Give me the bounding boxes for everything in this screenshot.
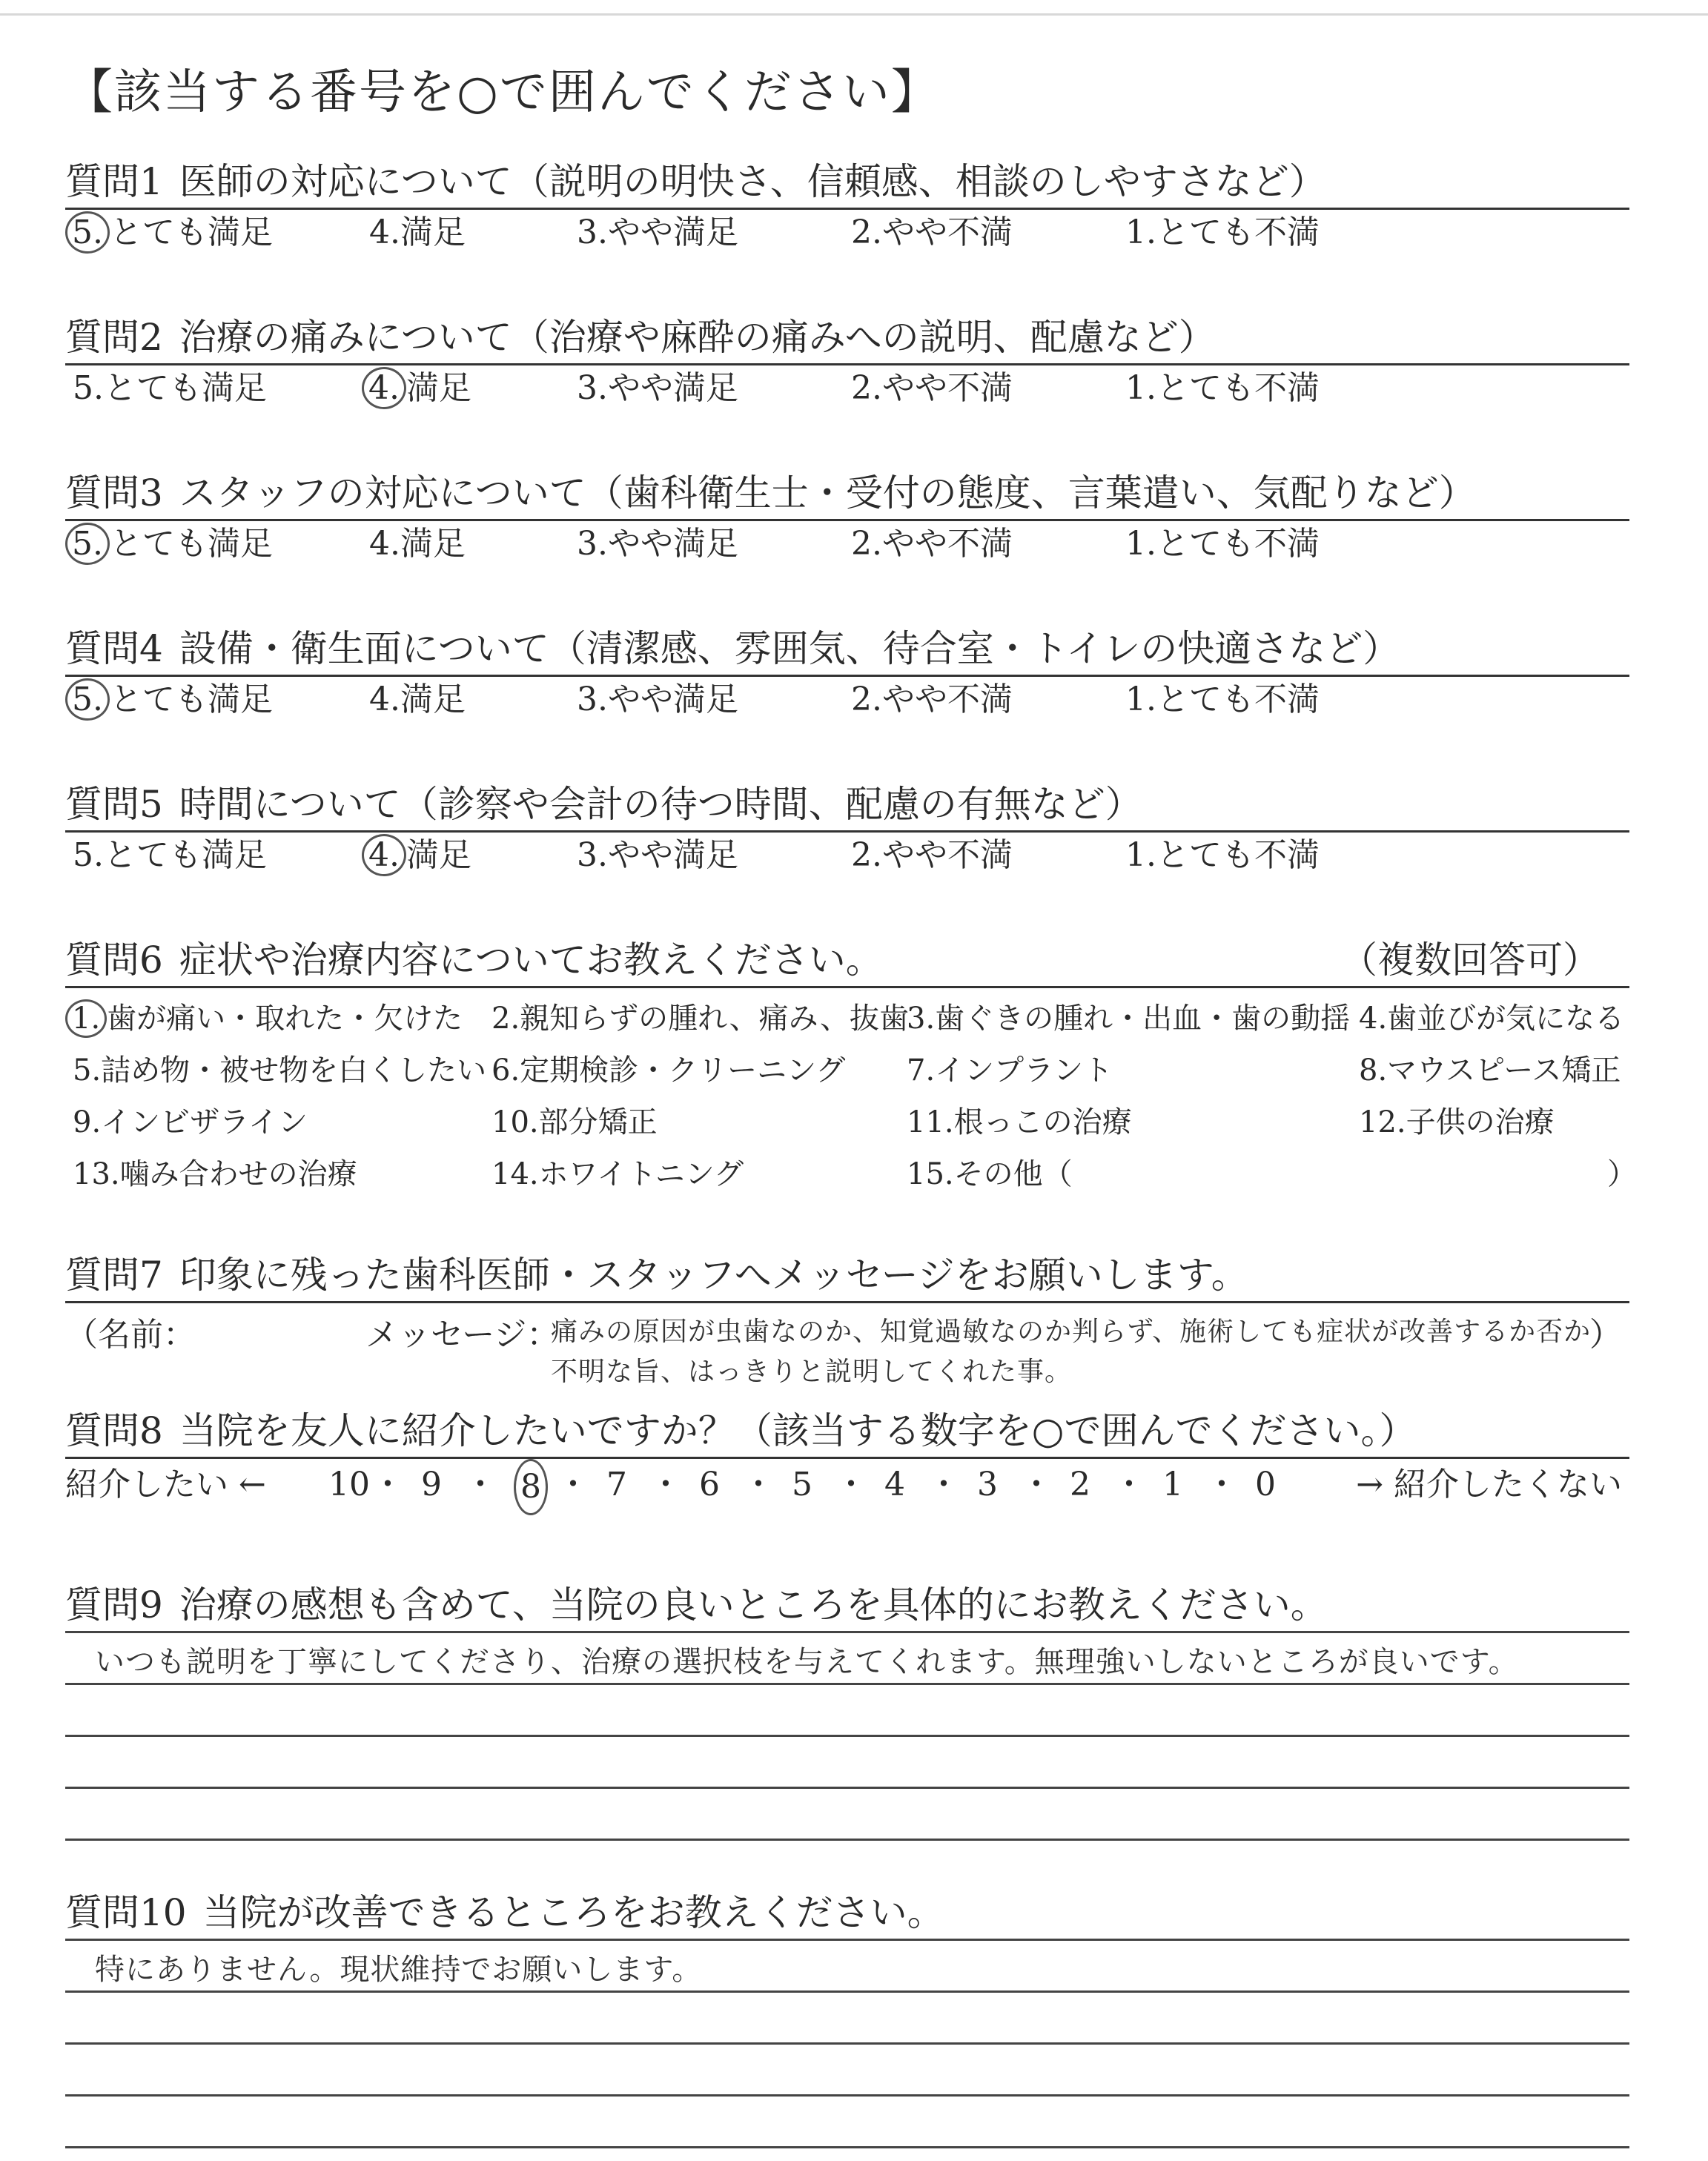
question-text: 医師の対応について（説明の明快さ、信頼感、相談のしやすさなど） <box>179 160 1326 203</box>
question-6-heading <box>65 934 1629 986</box>
rating-option[interactable] <box>73 365 267 411</box>
scale-value[interactable]: 2 <box>1070 1466 1090 1503</box>
symptom-option[interactable] <box>1359 1096 1555 1148</box>
rating-options <box>65 210 1629 256</box>
question-number: 質問1 <box>65 160 163 203</box>
close-paren: ） <box>1589 1316 1622 1354</box>
rating-option[interactable] <box>851 365 1013 411</box>
option-label: とても不満 <box>1156 369 1320 407</box>
rating-option[interactable] <box>1125 210 1320 256</box>
option-number: 13. <box>73 1157 120 1191</box>
option-number: 2. <box>851 836 882 874</box>
option-number: 15. <box>907 1157 954 1191</box>
option-number: 5. <box>65 211 110 254</box>
option-number: 1. <box>1125 836 1156 874</box>
question-number: 質問8 <box>65 1409 163 1452</box>
rating-option[interactable] <box>369 210 466 256</box>
question-6 <box>65 934 1637 1200</box>
rating-option[interactable] <box>851 833 1013 878</box>
option-label: とても満足 <box>109 214 273 251</box>
option-number: 2. <box>851 681 882 718</box>
rating-option[interactable] <box>577 365 738 411</box>
scale-value[interactable]: 7 <box>606 1466 627 1503</box>
option-number: 2. <box>851 369 882 407</box>
option-label: その他（ <box>953 1157 1073 1191</box>
option-number: 5. <box>73 836 104 874</box>
option-number: 9. <box>73 1105 102 1139</box>
message-label: メッセージ： <box>365 1316 560 1354</box>
option-label: 満足 <box>400 214 466 251</box>
recommend-scale <box>65 1459 1629 1511</box>
option-label: 歯並びが気になる <box>1387 1002 1625 1036</box>
option-number: 4. <box>362 367 406 409</box>
option-number: 8. <box>1359 1053 1388 1088</box>
option-label: 定期検診・クリーニング <box>520 1053 846 1088</box>
answer-line <box>65 2094 1629 2097</box>
rating-option[interactable] <box>851 210 1013 256</box>
message-line-1: 痛みの原因が虫歯なのか、知覚過敏なのか判らず、施術しても症状が改善するか否か <box>551 1317 1592 1347</box>
scale-separator: ・ <box>557 1466 589 1503</box>
message-area <box>65 1303 1629 1392</box>
option-number: 5. <box>65 678 110 721</box>
option-number: 2. <box>851 214 882 251</box>
option-label: 歯が痛い・取れた・欠けた <box>107 1002 463 1036</box>
symptom-option[interactable] <box>907 1096 1132 1148</box>
option-number: 5. <box>73 1053 102 1088</box>
answer-lines <box>65 1631 1629 1898</box>
top-border <box>0 13 1708 16</box>
scale-separator: ・ <box>371 1466 404 1503</box>
selected-symptom-option[interactable] <box>73 993 463 1045</box>
answer-lines <box>65 1939 1629 2161</box>
question-3-heading <box>65 467 1629 519</box>
rating-option[interactable] <box>1125 365 1320 411</box>
symptom-option[interactable] <box>491 1148 744 1200</box>
rating-option[interactable] <box>1125 833 1320 878</box>
option-label: 満足 <box>406 369 471 407</box>
option-number: 4. <box>362 834 406 876</box>
option-label: やや満足 <box>607 681 738 718</box>
handwritten-answer: いつも説明を丁寧にしてくださり、治療の選択枝を与えてくれます。無理強いしないところが良いです。 <box>95 1645 1519 1679</box>
scale-value[interactable]: 9 <box>421 1466 442 1503</box>
question-number: 質問2 <box>65 316 163 359</box>
option-label: やや不満 <box>881 681 1013 718</box>
question-1-heading <box>65 156 1629 208</box>
option-number: 3. <box>577 681 608 718</box>
option-label: とても不満 <box>1156 681 1320 718</box>
answer-line <box>65 1990 1629 1993</box>
message-line-2: 不明な旨、はっきりと説明してくれた事。 <box>551 1357 1073 1387</box>
symptom-option[interactable] <box>907 1045 1113 1096</box>
question-text: 治療の感想も含めて、当院の良いところを具体的にお教えください。 <box>179 1583 1328 1626</box>
rating-option[interactable] <box>369 521 466 567</box>
scale-separator: ・ <box>927 1466 960 1503</box>
question-text: 設備・衛生面について（清潔感、雰囲気、待合室・トイレの快適さなど） <box>179 627 1400 670</box>
question-10-heading <box>65 1887 1629 1939</box>
rating-option[interactable] <box>1125 521 1320 567</box>
option-label: 満足 <box>400 681 466 718</box>
symptom-option[interactable] <box>73 1045 486 1096</box>
scale-value[interactable]: 4 <box>884 1466 905 1503</box>
symptom-option[interactable] <box>491 1045 845 1096</box>
symptom-option[interactable] <box>907 1148 1073 1200</box>
answer-line <box>65 1631 1629 1633</box>
question-1 <box>65 156 1629 256</box>
selected-rating-option[interactable] <box>369 365 471 411</box>
symptom-option[interactable] <box>73 1148 357 1200</box>
option-label: 満足 <box>400 525 466 563</box>
rating-option[interactable] <box>577 833 738 878</box>
option-number: 1. <box>65 999 107 1038</box>
option-number: 4. <box>369 525 400 563</box>
rating-options <box>65 677 1629 723</box>
scale-value[interactable]: 10 <box>328 1466 370 1503</box>
option-label: ） <box>1607 1157 1637 1191</box>
rating-option[interactable] <box>577 677 738 723</box>
symptom-row <box>65 1096 1629 1148</box>
option-number: 6. <box>491 1053 520 1088</box>
selected-scale-value[interactable]: 8 <box>514 1459 548 1515</box>
question-7-heading <box>65 1249 1629 1301</box>
option-label: とても不満 <box>1156 214 1320 251</box>
symptom-row <box>65 1148 1637 1200</box>
question-2-heading <box>65 311 1629 363</box>
rating-option[interactable] <box>851 677 1013 723</box>
question-number: 質問5 <box>65 783 163 826</box>
option-label: やや不満 <box>881 525 1013 563</box>
answer-line <box>65 1735 1629 1737</box>
option-label: 部分矯正 <box>538 1105 658 1139</box>
answer-line <box>65 1683 1629 1685</box>
scale-separator: ・ <box>742 1466 775 1503</box>
scale-value[interactable]: 1 <box>1162 1466 1183 1503</box>
option-label: 満足 <box>406 836 471 874</box>
selected-rating-option[interactable] <box>73 521 273 567</box>
option-label: 根っこの治療 <box>953 1105 1132 1139</box>
symptom-option[interactable] <box>491 993 909 1045</box>
symptom-option[interactable] <box>1359 1045 1621 1096</box>
option-number: 2. <box>491 1002 520 1036</box>
scale-separator: ・ <box>1020 1466 1053 1503</box>
option-number: 1. <box>1125 369 1156 407</box>
page-title: 【該当する番号を○で囲んでください】 <box>65 65 940 120</box>
scale-left-label: 紹介したい ← <box>65 1466 266 1503</box>
question-text: 印象に残った歯科医師・スタッフへメッセージをお願いします。 <box>179 1254 1248 1297</box>
symptom-option[interactable] <box>491 1096 658 1148</box>
question-number: 質問4 <box>65 627 163 670</box>
rating-option[interactable] <box>577 210 738 256</box>
option-label: やや満足 <box>607 214 738 251</box>
option-label: インビザライン <box>101 1105 308 1139</box>
scale-value[interactable]: 5 <box>792 1466 812 1503</box>
multiple-answers-note: （複数回答可） <box>1340 939 1600 982</box>
name-label: （名前： <box>65 1316 196 1354</box>
symptom-option <box>1607 1148 1637 1200</box>
question-8 <box>65 1405 1629 1511</box>
question-8-heading <box>65 1405 1629 1457</box>
option-label: とても満足 <box>103 836 267 874</box>
option-number: 3. <box>577 369 608 407</box>
option-number: 5. <box>73 369 104 407</box>
option-label: やや不満 <box>881 214 1013 251</box>
symptom-options <box>65 993 1637 1200</box>
option-number: 1. <box>1125 681 1156 718</box>
symptom-row <box>65 993 1629 1045</box>
option-label: とても満足 <box>103 369 267 407</box>
answer-line <box>65 1939 1629 1941</box>
option-number: 11. <box>907 1105 954 1139</box>
question-4 <box>65 623 1629 723</box>
option-label: 歯ぐきの腫れ・出血・歯の動揺 <box>935 1002 1351 1036</box>
question-number: 質問6 <box>65 939 163 982</box>
option-label: 噛み合わせの治療 <box>119 1157 357 1191</box>
question-5-heading <box>65 778 1629 830</box>
question-7 <box>65 1249 1629 1392</box>
question-10 <box>65 1887 1629 2161</box>
option-label: やや不満 <box>881 836 1013 874</box>
question-rule <box>65 986 1629 988</box>
option-label: インプラント <box>935 1053 1113 1088</box>
symptom-option[interactable] <box>1359 993 1624 1045</box>
option-label: やや満足 <box>607 836 738 874</box>
option-label: 親知らずの腫れ、痛み、抜歯 <box>520 1002 909 1036</box>
option-label: やや満足 <box>607 369 738 407</box>
question-9 <box>65 1579 1629 1898</box>
symptom-option[interactable] <box>907 993 1350 1045</box>
rating-options <box>65 521 1629 567</box>
rating-options <box>65 365 1629 411</box>
option-number: 10. <box>491 1105 539 1139</box>
question-4-heading <box>65 623 1629 675</box>
question-5 <box>65 778 1629 878</box>
option-label: とても満足 <box>109 525 273 563</box>
option-number: 4. <box>1359 1002 1388 1036</box>
answer-line <box>65 1787 1629 1789</box>
rating-option[interactable] <box>577 521 738 567</box>
scale-separator: ・ <box>1113 1466 1145 1503</box>
scale-value[interactable]: 6 <box>699 1466 720 1503</box>
scale-right-label: → 紹介したくない <box>1356 1466 1622 1503</box>
option-label: マウスピース矯正 <box>1387 1053 1621 1088</box>
answer-line <box>65 1839 1629 1841</box>
question-3 <box>65 467 1629 567</box>
symptom-option[interactable] <box>73 1096 308 1148</box>
selected-rating-option[interactable] <box>369 833 471 878</box>
question-9-heading <box>65 1579 1629 1631</box>
option-number: 4. <box>369 681 400 718</box>
symptom-row <box>65 1045 1629 1096</box>
handwritten-answer: 特にありません。現状維持でお願いします。 <box>95 1953 703 1987</box>
option-number: 4. <box>369 214 400 251</box>
question-number: 質問7 <box>65 1254 163 1297</box>
rating-option[interactable] <box>1125 677 1320 723</box>
selected-rating-option[interactable] <box>73 210 273 256</box>
rating-option[interactable] <box>369 677 466 723</box>
scale-separator: ・ <box>1205 1466 1238 1503</box>
question-text: スタッフの対応について（歯科衛生士・受付の態度、言葉遣い、気配りなど） <box>179 471 1476 514</box>
option-number: 3. <box>577 525 608 563</box>
option-number: 3. <box>577 836 608 874</box>
option-number: 14. <box>491 1157 539 1191</box>
rating-options <box>65 833 1629 878</box>
question-text: 当院が改善できるところをお教えください。 <box>202 1891 944 1934</box>
rating-option[interactable] <box>851 521 1013 567</box>
option-number: 1. <box>1125 214 1156 251</box>
option-number: 3. <box>577 214 608 251</box>
option-label: 子供の治療 <box>1406 1105 1555 1139</box>
scale-separator: ・ <box>464 1466 497 1503</box>
option-label: とても不満 <box>1156 836 1320 874</box>
question-number: 質問10 <box>65 1891 187 1934</box>
option-number: 3. <box>907 1002 936 1036</box>
option-number: 5. <box>65 523 110 565</box>
option-label: 詰め物・被せ物を白くしたい <box>101 1053 487 1088</box>
scale-value[interactable]: 3 <box>977 1466 998 1503</box>
option-label: とても不満 <box>1156 525 1320 563</box>
scale-separator: ・ <box>649 1466 682 1503</box>
scale-value[interactable]: 0 <box>1255 1466 1276 1503</box>
question-number: 質問9 <box>65 1583 163 1626</box>
answer-line <box>65 2042 1629 2045</box>
option-label: やや満足 <box>607 525 738 563</box>
rating-option[interactable] <box>73 833 267 878</box>
question-text: 症状や治療内容についてお教えください。 <box>179 939 883 982</box>
selected-rating-option[interactable] <box>73 677 273 723</box>
question-2 <box>65 311 1629 411</box>
question-number: 質問3 <box>65 471 163 514</box>
option-number: 7. <box>907 1053 936 1088</box>
option-label: ホワイトニング <box>538 1157 744 1191</box>
option-number: 1. <box>1125 525 1156 563</box>
option-number: 12. <box>1359 1105 1406 1139</box>
option-label: とても満足 <box>109 681 273 718</box>
question-text: 治療の痛みについて（治療や麻酔の痛みへの説明、配慮など） <box>179 316 1216 359</box>
option-label: やや不満 <box>881 369 1013 407</box>
option-number: 2. <box>851 525 882 563</box>
answer-line <box>65 2146 1629 2148</box>
question-text: 当院を友人に紹介したいですか？（該当する数字を○で囲んでください。） <box>179 1409 1417 1452</box>
scale-separator: ・ <box>835 1466 867 1503</box>
question-text: 時間について（診察や会計の待つ時間、配慮の有無など） <box>179 783 1142 826</box>
